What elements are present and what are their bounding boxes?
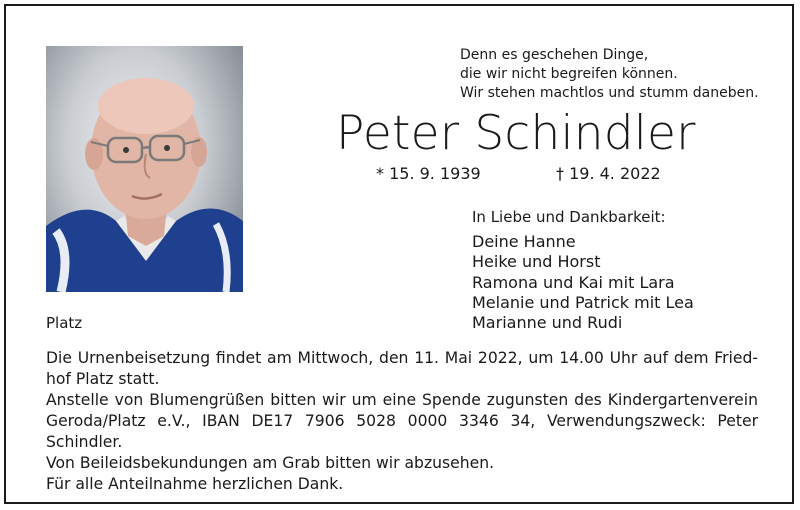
death-date: † 19. 4. 2022 — [556, 164, 661, 183]
portrait-illustration — [46, 46, 243, 292]
notice-line: hof Platz statt. — [46, 370, 160, 388]
notice-line: Anstelle von Blumengrüßen bitten wir um eine Spende zugunsten des Kindergartenverein — [46, 391, 758, 409]
place-name: Platz — [46, 314, 83, 332]
notice-line: Geroda/Platz e.V., IBAN DE17 7906 5028 0000 3346 34, Verwendungszweck: Peter Schindler. — [46, 412, 758, 451]
mourner-name: Melanie und Patrick mit Lea — [472, 292, 694, 312]
notice-line: Die Urnenbeisetzung findet am Mittwoch, den 11. Mai 2022, um 14.00 Uhr auf dem Fried- — [46, 349, 758, 367]
notice-line: Für alle Anteilnahme herzlichen Dank. — [46, 475, 344, 493]
mourner-name: Ramona und Kai mit Lara — [472, 272, 675, 292]
mourner-name: Marianne und Rudi — [472, 313, 623, 333]
quote-line: Wir stehen machtlos und stumm daneben. — [460, 85, 759, 101]
quote-block — [460, 46, 780, 103]
birth-date: * 15. 9. 1939 — [376, 164, 481, 183]
obituary-card — [4, 4, 794, 504]
deceased-name: Peter Schindler — [336, 106, 696, 161]
quote-line: die wir nicht begreifen können. — [460, 66, 678, 82]
mourners-list — [472, 232, 694, 333]
funeral-notice — [46, 348, 758, 495]
mourner-name: Deine Hanne — [472, 232, 576, 251]
quote-line: Denn es geschehen Dinge, — [460, 47, 649, 63]
portrait-photo — [46, 46, 243, 292]
notice-line: Von Beileidsbekundungen am Grab bitten wir abzusehen. — [46, 454, 495, 472]
mourners-heading: In Liebe und Dankbarkeit: — [472, 208, 666, 226]
mourner-name: Heike und Horst — [472, 252, 601, 272]
